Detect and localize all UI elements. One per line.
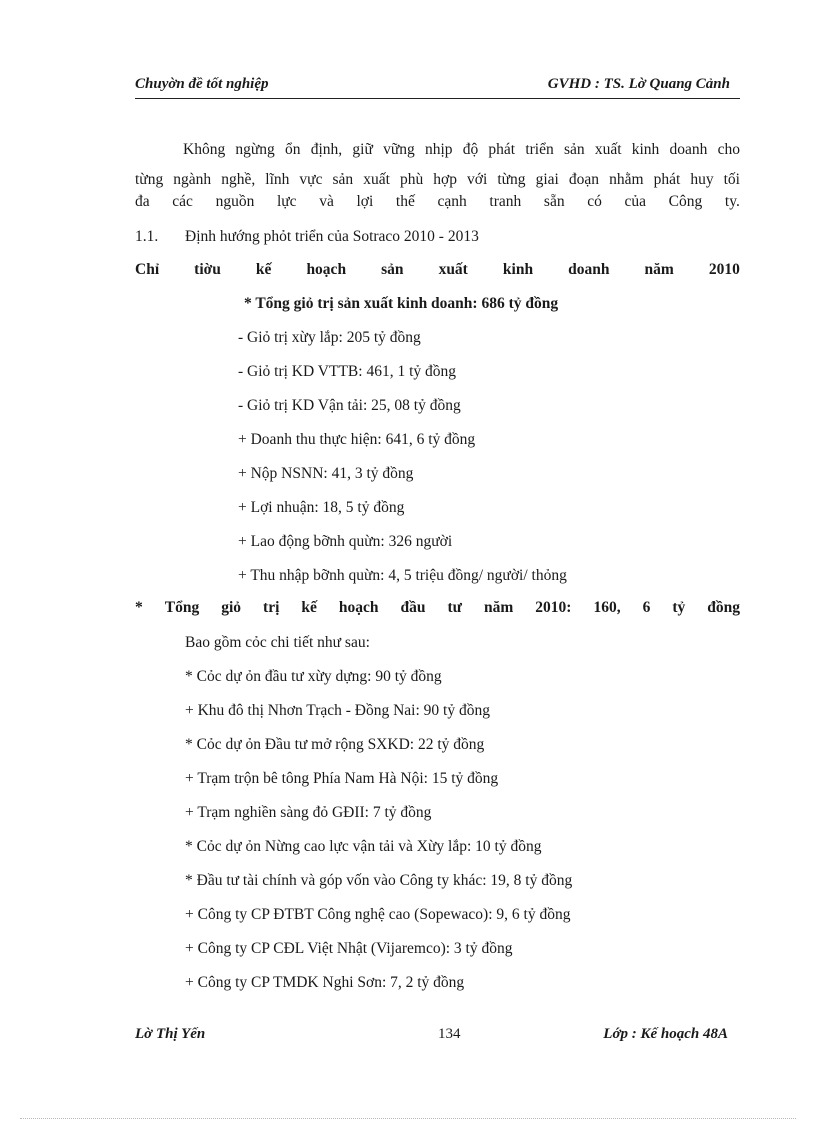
- investment-item: * Cỏc dự ỏn Đầu tư mở rộng SXKD: 22 tỷ đồng: [185, 736, 485, 753]
- investment-item: * Cỏc dự ỏn Nừng cao lực vận tải và Xừy lắp: 10 tỷ đồng: [185, 838, 542, 855]
- intro-line-3-word: cạnh: [437, 193, 467, 210]
- intro-line-3-word: của: [624, 193, 647, 210]
- investment-heading-word: năm: [483, 599, 514, 616]
- investment-heading-word: *: [135, 599, 143, 616]
- intro-line-1: Không ngừng ổn định, giữ vững nhịp độ phát triển sản xuất kinh doanh cho: [183, 141, 740, 158]
- intro-line-3-word: thế: [395, 193, 415, 210]
- intro-line-3-word: các: [172, 193, 193, 210]
- intro-line-3: [135, 193, 740, 211]
- investment-heading-word: 6: [642, 599, 651, 616]
- header-supervisor: GVHD : TS. Lờ Quang Cảnh: [547, 76, 730, 92]
- targets-heading: [135, 261, 740, 279]
- investment-heading-word: Tổng: [164, 599, 200, 616]
- investment-item: + Khu đô thị Nhơn Trạch - Đồng Nai: 90 tỷ đồng: [185, 702, 490, 719]
- section-title: Định hướng phỏt triển của Sotraco 2010 - 2013: [185, 228, 479, 245]
- targets-heading-word: 2010: [708, 261, 740, 278]
- targets-heading-word: sản: [381, 261, 404, 278]
- targets-heading-word: năm: [644, 261, 674, 278]
- production-item: + Lao động bỡnh quừn: 326 người: [238, 533, 453, 550]
- targets-heading-word: tiờu: [194, 261, 221, 278]
- investment-heading-word: 2010:: [535, 599, 572, 616]
- investment-item: * Cỏc dự ỏn đầu tư xừy dựng: 90 tỷ đồng: [185, 668, 442, 685]
- targets-heading-word: Chỉ: [135, 261, 160, 278]
- intro-line-2: từng ngành nghề, lĩnh vực sản xuất phù hợp với từng giai đoạn nhằm phát huy tối: [135, 171, 740, 188]
- section-number: 1.1.: [135, 228, 159, 245]
- targets-heading-word: xuất: [438, 261, 468, 278]
- investment-heading-word: đầu: [400, 599, 426, 616]
- investment-item: * Đầu tư tài chính và góp vốn vào Công ty khác: 19, 8 tỷ đồng: [185, 872, 573, 889]
- intro-line-3-word: có: [587, 193, 602, 210]
- production-item: - Giỏ trị KD VTTB: 461, 1 tỷ đồng: [238, 363, 456, 380]
- targets-heading-word: doanh: [568, 261, 610, 278]
- intro-line-3-word: sẵn: [543, 193, 565, 210]
- intro-paragraph: [135, 135, 740, 195]
- header-title: Chuyờn đề tốt nghiệp: [135, 76, 269, 92]
- page-footer: [135, 1026, 740, 1050]
- investment-item: + Công ty CP ĐTBT Công nghệ cao (Sopewaco): 9, 6 tỷ đồng: [185, 906, 571, 923]
- investment-heading-word: hoạch: [338, 599, 379, 616]
- investment-heading-word: tư: [447, 599, 462, 616]
- targets-heading-word: kế: [255, 261, 272, 278]
- production-item: - Giỏ trị KD Vận tải: 25, 08 tỷ đồng: [238, 397, 461, 414]
- intro-line-3-word: nguồn: [215, 193, 255, 210]
- section-heading: [135, 228, 479, 246]
- investment-item: + Trạm nghiền sàng đỏ GĐII: 7 tỷ đồng: [185, 804, 432, 821]
- page-number: 134: [438, 1026, 461, 1042]
- production-item: + Thu nhập bỡnh quừn: 4, 5 triệu đồng/ người/ thỏng: [238, 567, 567, 584]
- production-item: - Giỏ trị xừy lắp: 205 tỷ đồng: [238, 329, 421, 346]
- investment-heading-word: giỏ: [221, 599, 242, 616]
- investment-heading-word: trị: [263, 599, 280, 616]
- intro-line-3-word: đa: [135, 193, 150, 210]
- production-item: + Lợi nhuận: 18, 5 tỷ đồng: [238, 499, 405, 516]
- investment-item: + Trạm trộn bê tông Phía Nam Hà Nội: 15 tỷ đồng: [185, 770, 499, 787]
- investment-heading-word: kế: [301, 599, 317, 616]
- footer-class: Lớp : Kế hoạch 48A: [603, 1026, 728, 1042]
- intro-line-3-word: ty.: [724, 193, 740, 210]
- intro-line-3-word: Công: [668, 193, 703, 210]
- footer-author: Lờ Thị Yến: [135, 1026, 206, 1042]
- investment-heading-word: tỷ: [672, 599, 686, 616]
- targets-heading-word: kinh: [502, 261, 534, 278]
- page-edge-divider: [20, 1118, 796, 1119]
- investment-item: + Công ty CP CĐL Việt Nhật (Vijaremco): 3 tỷ đồng: [185, 940, 513, 957]
- investment-item: + Công ty CP TMDK Nghi Sơn: 7, 2 tỷ đồng: [185, 974, 465, 991]
- intro-line-3-word: lợi: [356, 193, 374, 210]
- investment-heading-word: 160,: [593, 599, 621, 616]
- investment-intro: Bao gồm cỏc chi tiết như sau:: [185, 634, 370, 651]
- investment-heading-word: đồng: [707, 599, 740, 616]
- total-production: * Tổng giỏ trị sản xuất kinh doanh: 686 tỷ đồng: [244, 295, 559, 312]
- intro-line-3-word: lực: [276, 193, 297, 210]
- intro-line-3-word: và: [319, 193, 334, 210]
- intro-line-3-word: tranh: [489, 193, 522, 210]
- investment-heading: [135, 599, 740, 617]
- page-header: [135, 74, 740, 99]
- production-item: + Doanh thu thực hiện: 641, 6 tỷ đồng: [238, 431, 476, 448]
- production-item: + Nộp NSNN: 41, 3 tỷ đồng: [238, 465, 414, 482]
- targets-heading-word: hoạch: [306, 261, 347, 278]
